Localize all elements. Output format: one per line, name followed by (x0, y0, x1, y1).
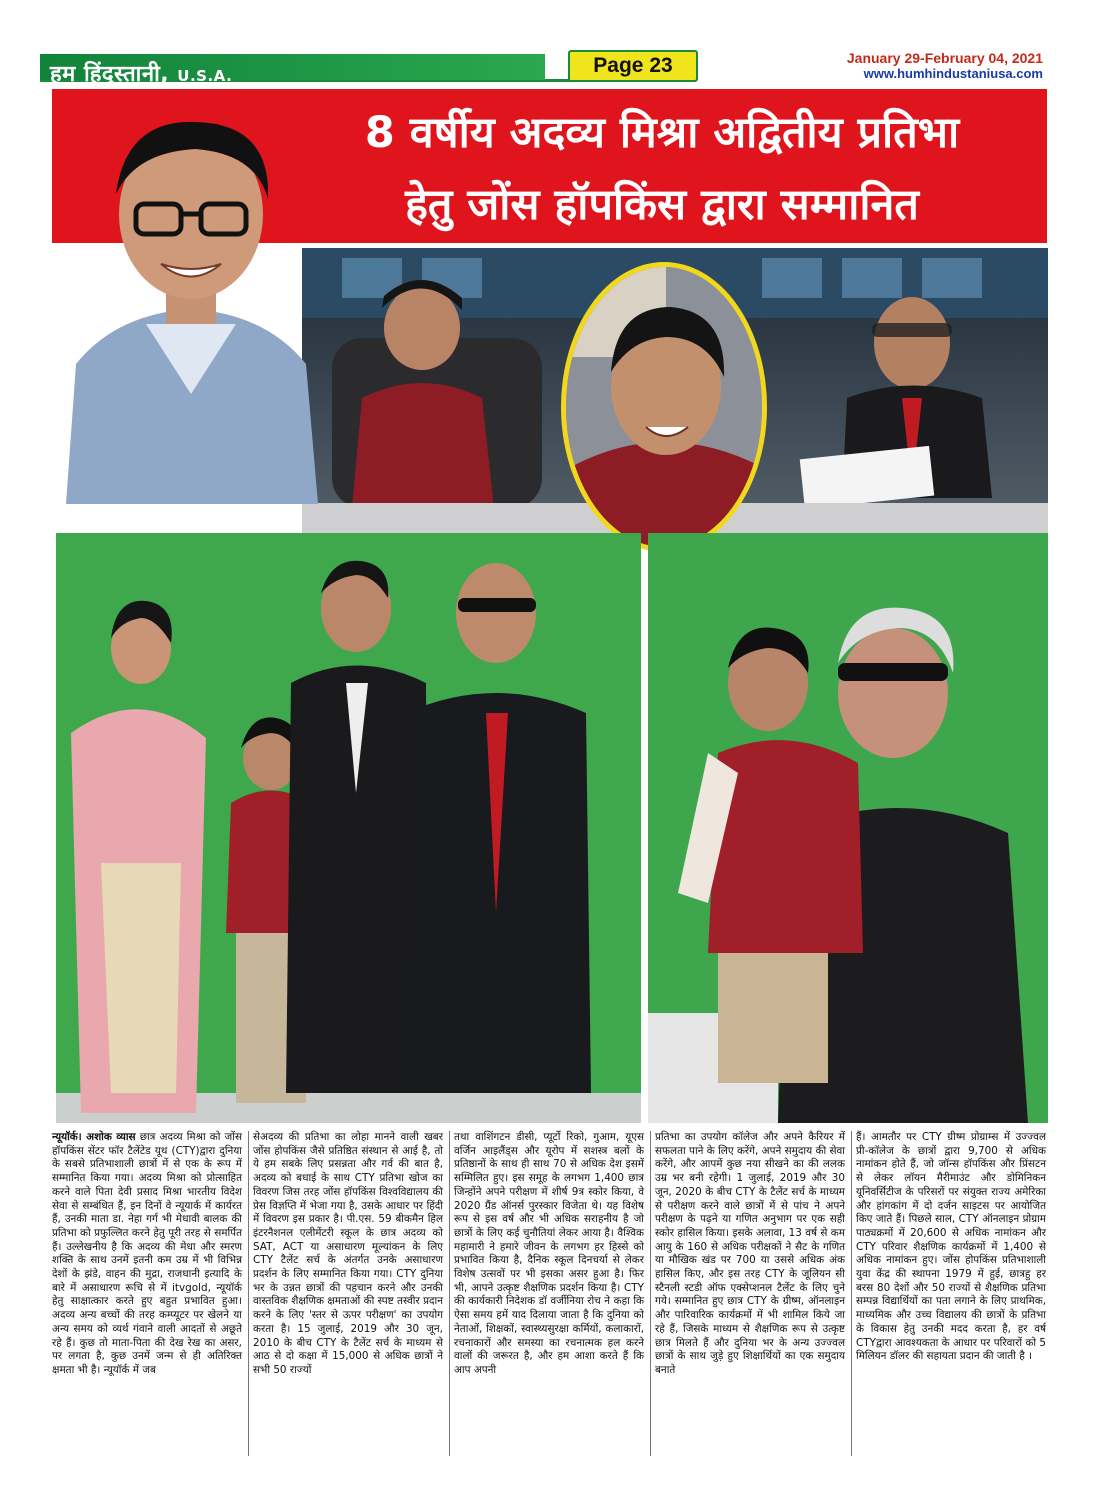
newspaper-title (50, 58, 232, 88)
article-column-5: हैं। आमतौर पर CTY ग्रीष्म प्रोग्राम्स में उज्ज्वल प्री-कॉलेज के छात्रों द्वारा 9,700 से अधिक नामांकन होते हैं, जो जॉन्स हॉपकिंस और प्रिंसटन से लेकर लॉयन मैरीमाउंट और डोमिनिकन यूनिवर्सिटीज के परिसरों पर संयुक्त राज्य अमेरिका और हांगकांग में दो दर्जन साइटस पर आयोजित किए जाते हैं। पिछले साल, CTY ऑनलाइन प्रोग्राम पाठ्यक्रमों में 20,600 से अधिक नामांकन और CTY परिवार शैक्षणिक कार्यक्रमों में 1,400 से अधिक नामांकन हुए। जोंस होपकिंस प्रतिभाशाली युवा केंद्र की स्थापना 1979 में हुई, छात्रहु हर बरस 80 देशों और 50 राज्यों से शैक्षणिक प्रतिभा सम्पन्न विद्यार्थियों का पता लगाने के लिए प्राथमिक, माध्यमिक और उच्च विद्यालय की छात्रों के प्रतिभा के विकास हेतु उनकी मदद करता है, हर वर्ष CTYद्वारा आवश्यकता के आधार पर परिवारों को 5 मिलियन डॉलर की सहायता प्रदान की जाती है । (856, 1131, 1046, 1363)
issue-date: January 29-February 04, 2021 (846, 50, 1043, 66)
website-link[interactable]: www.humhindustaniusa.com (863, 66, 1043, 81)
headline-line-2: हेतु जोंस हॉपकिंस द्वारा सम्मानित (405, 180, 919, 230)
page-number-label: Page 23 (568, 50, 698, 82)
article-column-1 (52, 1131, 242, 1378)
column-divider (851, 1131, 852, 1456)
dateline (847, 50, 1043, 81)
masthead (40, 50, 673, 87)
article-column-2: सेअदव्य की प्रतिभा का लोहा मानने वाली खबर जोंस होपकिंस जैसे प्रतिष्ठित संस्थान से आई है, तो ये हम सबके लिए प्रसन्नता और गर्व की बात है, अदव्य को बधाई के साथ CTY प्रतिभा खोज का विवरण जिस तरह जोंस हॉपकिंस विश्वविद्यालय की प्रेस विज्ञप्ति में भेजा गया है, उसके आधार पर हिंदी में विवरण इस प्रकार है। पी.एस. 59 बीकमैन हिल इंटरनैशनल एलीमेंटरी स्कूल के छात्र अदव्य को SAT, ACT या असाधारण मूल्यांकन के लिए CTY टैलेंट सर्च के अंतर्गत उनके असाधारण प्रदर्शन के लिए सम्मानित किया गया। CTY दुनिया भर के उन्नत छात्रों की पहचान करने और उनकी वास्तविक शैक्षणिक क्षमताओं की स्पष्ट तस्वीर प्रदान करने के लिए 'स्तर से ऊपर परीक्षण' का उपयोग करता है। 15 जुलाई, 2019 और 30 जून, 2010 के बीच CTY के टैलेंट सर्च के माध्यम से आठ से दो कक्षा में 15,000 से अधिक छात्रों ने सभी 50 राज्यों (253, 1131, 443, 1376)
article-body (52, 1131, 1047, 1461)
headline-line-1: 8 वर्षीय अदव्य मिश्रा अद्वितीय प्रतिभा (364, 108, 960, 158)
boy-portrait-photo (56, 94, 326, 504)
hug-photo (648, 533, 1048, 1123)
column-divider (449, 1131, 450, 1456)
boy-closeup-inset (561, 262, 767, 552)
newspaper-name: हम हिंदुस्तानी, (50, 62, 170, 87)
byline: न्यूयॉर्क। अशोक व्यास (52, 1131, 136, 1143)
article-column-1-text: छात्र अदव्य मिश्रा को जोंस हॉपकिंस सेंटर फॉर टैलेंटेड यूथ (CTY)द्वारा दुनिया के सबसे प्रतिभाशाली छात्रों में से एक के रूप में सम्मानित किया गया। अदव्य मिश्रा को प्रोत्साहित करने वाले पिता देवी प्रसाद मिश्रा भारतीय विदेश सेवा से सम्बंधित हैं, इन दिनों वे न्यूयार्क में कार्यरत हैं, उनकी माता डा. नेहा गर्ग भी मेधावी बालक की प्रतिभा को प्रफुल्लित करने हेतु पूरी तरह से समर्पित हैं। उल्लेखनीय है कि अदव्य की मेधा और स्मरण शक्ति के साथ उनमें इतनी कम उम्र में भी विभिन्न देशों के झंडे, वाहन की मुद्रा, राजधानी इत्यादि के बारे में असाधारण रूचि से में itvgold, न्यूयॉर्क हेतु साक्षात्कार करते हुए बहुत प्रभावित हुआ। अदव्य अन्य बच्चों की तरह कम्प्यूटर पर खेलने या अन्य समय को व्यर्थ गंवाने वाली आदतों से अछूते रहे हैं। कुछ तो माता-पिता की देख रेख का असर, पर लगता है, कुछ उनमें जन्म से ही अतिरिक्त क्षमता भी है। न्यूयॉर्क में जब (52, 1131, 242, 1376)
masthead-banner (40, 54, 545, 87)
column-divider (248, 1131, 249, 1456)
article-column-3: तथा वाशिंगटन डीसी, प्यूर्टो रिको, गुआम, यूएस वर्जिन आइलैंड्स और यूरोप में सशस्त्र बलों के प्रतिष्ठानों के साथ ही साथ 70 से अधिक देश इसमें सम्मिलित हुए। इस समूह के लगभग 1,400 छात्र जिन्होंने अपने परीक्षण में शीर्ष 9त्र स्कोर किया, वे 2020 ग्रैंड ऑनर्स पुरस्कार विजेता थे। यह विशेष रूप से इस वर्ष और भी अधिक सराहनीय है जो छात्रों के लिए कई चुनौतियां लेकर आया है। वैश्विक महामारी ने हमारे जीवन के लगभग हर हिस्से को प्रभावित किया है, दैनिक स्कूल दिनचर्या से लेकर विशेष उत्सवों पर भी इसका असर हुआ है। फिर भी, आपने उत्कृष्ट शैक्षणिक प्रदर्शन किया है। CTY की कार्यकारी निदेशक डॉ वर्जीनिया रोच ने कहा कि ऐसा समय हमें याद दिलाया जाता है कि दुनिया को नेताओं, शिक्षकों, स्वास्थ्यसुरक्षा कर्मियों, कलाकारों, रचनाकारों और समस्या का रचनात्मक हल करने वालों की जरूरत है, और हम आशा करते हैं कि आप अपनी (454, 1131, 644, 1376)
group-photo (56, 533, 641, 1123)
newspaper-region: U.S.A. (177, 67, 233, 85)
column-divider (650, 1131, 651, 1456)
article-column-4: प्रतिभा का उपयोग कॉलेज और अपने कैरियर में सफलता पाने के लिए करेंगे, अपने समुदाय की सेवा करेंगे, और आपमें कुछ नया सीखने का की ललक उम्र भर बनी रहेगी। 1 जुलाई, 2019 और 30 जून, 2020 के बीच CTY के टैलेंट सर्च के माध्यम से परीक्षण करने वाले छात्रों में से पांच ने अपने परीक्षण के पढ़ने या गणित अनुभाग पर एक सही स्कोर हासिल किया। इसके अलावा, 13 वर्ष से कम आयु के 160 से अधिक परीक्षकों ने सैट के गणित या मौखिक खंड पर 700 या उससे अधिक अंक हासिल किए, और इस तरह CTY के जूलियन सी स्टैनली स्टडी ऑफ एक्सेप्शनल टैलेंट के लिए चुने गये। सम्मानित हुए छात्र CTY के ग्रीष्म, ऑनलाइन और पारिवारिक कार्यक्रमों में भी शामिल किये जा रहे हैं, जिसके माध्यम से शैक्षणिक रूप से उत्कृष्ट छात्र मिलते हैं और दुनिया भर के अन्य उज्ज्वल छात्रों के साथ जुड़े हुए शिक्षार्थियों का एक समुदाय बनाते (655, 1131, 845, 1376)
